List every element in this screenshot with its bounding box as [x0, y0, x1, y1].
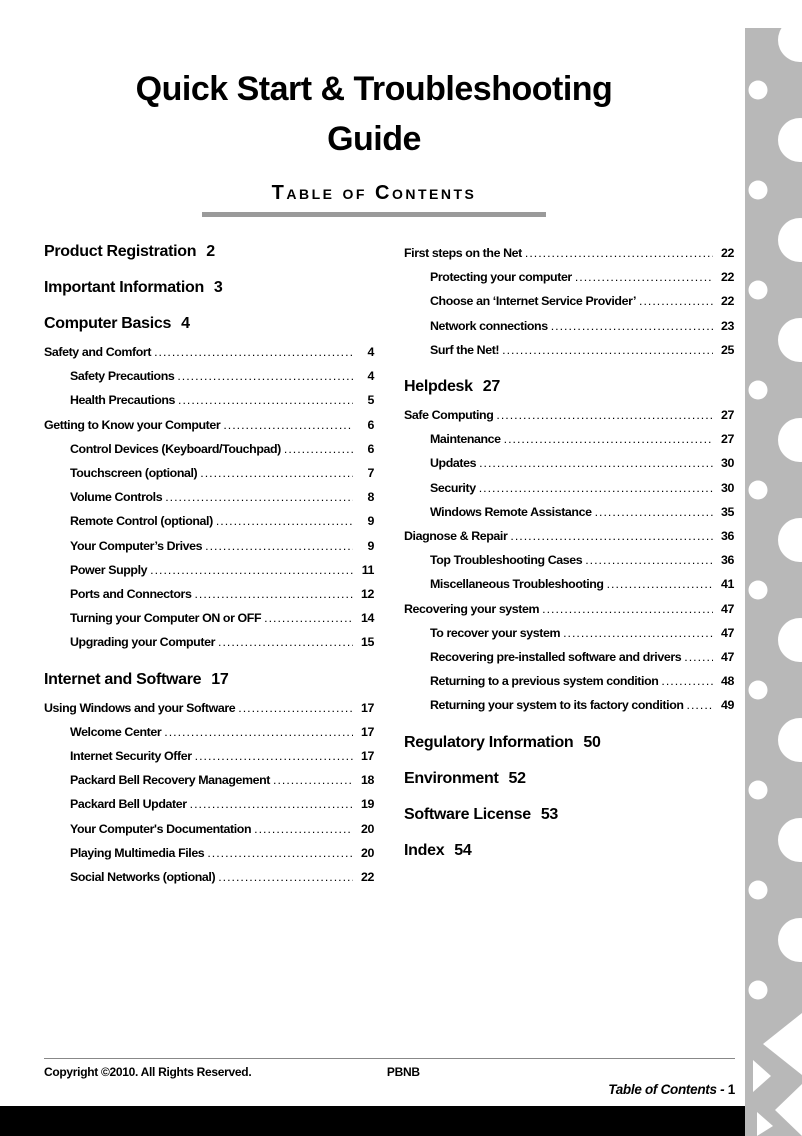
- toc-entry-label: Product Registration: [44, 243, 197, 260]
- toc-entry-label: Safety Precautions: [70, 369, 175, 384]
- toc-leader-dots: [575, 265, 713, 289]
- toc-entry: [404, 451, 734, 475]
- toc-page-number: 36: [721, 529, 734, 544]
- toc-page-number: 35: [721, 504, 734, 519]
- toc-entry: [404, 403, 734, 427]
- toc-heading-rule: [202, 212, 546, 217]
- toc-section-heading: [44, 313, 374, 335]
- toc-leader-dots: [687, 693, 713, 717]
- toc-page-number: 27: [721, 432, 734, 447]
- toc-entry-label: Maintenance: [430, 432, 501, 447]
- toc-entry-label: Touchscreen (optional): [70, 466, 198, 481]
- toc-entry: [404, 289, 734, 313]
- toc-leader-dots: [502, 338, 713, 362]
- toc-page-number: 27: [721, 408, 734, 423]
- toc-entry: [44, 534, 374, 558]
- bottom-black-bar: [0, 1106, 802, 1136]
- document-title-line1: Quick Start & Troubleshooting: [135, 70, 613, 108]
- footer-line: [44, 1058, 735, 1080]
- copyright-text: Copyright ©2010. All Rights Reserved.: [44, 1065, 252, 1079]
- toc-entry-label: Welcome Center: [70, 724, 162, 739]
- toc-entry: [404, 476, 734, 500]
- toc-leader-dots: [479, 476, 713, 500]
- toc-entry-label: Protecting your computer: [430, 270, 572, 285]
- toc-page-number: 8: [367, 490, 374, 505]
- toc-section-heading: [44, 241, 374, 263]
- toc-section-heading: [404, 768, 734, 790]
- toc-page-number: 9: [367, 538, 374, 553]
- toc-page-number: 48: [721, 674, 734, 689]
- toc-entry: [404, 524, 734, 548]
- document-title: [0, 64, 748, 164]
- toc-page-number: 17: [211, 670, 229, 688]
- toc-leader-dots: [150, 558, 353, 582]
- toc-page-number: 11: [361, 562, 374, 577]
- toc-entry: [404, 338, 734, 362]
- toc-entry-label: Internet Security Offer: [70, 749, 192, 764]
- toc-entry-label: Helpdesk: [404, 378, 473, 396]
- toc-entry-label: Your Computer’s Drives: [70, 538, 203, 553]
- toc-leader-dots: [178, 388, 353, 412]
- toc-entry-label: Regulatory Information: [404, 733, 574, 751]
- toc-entry-label: Important Information: [44, 279, 204, 296]
- toc-entry: [44, 509, 374, 533]
- toc-column-right: [404, 241, 734, 889]
- toc-entry-label: Security: [430, 480, 476, 495]
- toc-leader-dots: [496, 403, 713, 427]
- toc-section-heading: [404, 804, 734, 826]
- toc-page-number: 41: [721, 577, 734, 592]
- toc-page-number: 19: [361, 797, 374, 812]
- toc-entry-label: Safe Computing: [404, 408, 494, 423]
- toc-page-number: 18: [361, 773, 374, 788]
- toc-entry-label: Ports and Connectors: [70, 587, 192, 602]
- toc-entry: [44, 340, 374, 364]
- toc-leader-dots: [238, 696, 353, 720]
- toc-page-number: 49: [721, 698, 734, 713]
- toc-page-number: 30: [721, 480, 734, 495]
- toc-entry-label: Software License: [404, 805, 531, 823]
- toc-entry: [44, 413, 374, 437]
- toc-entry-label: Power Supply: [70, 562, 148, 577]
- toc-entry-label: Your Computer's Documentation: [70, 821, 252, 836]
- toc-page-number: 9: [367, 514, 374, 529]
- toc-entry-label: Choose an ‘Internet Service Provider’: [430, 294, 637, 309]
- toc-page-number: 22: [721, 294, 734, 309]
- toc-entry-label: Top Troubleshooting Cases: [430, 553, 583, 568]
- toc-page-number: 30: [721, 456, 734, 471]
- toc-page-number: 3: [213, 279, 223, 296]
- toc-entry-label: Playing Multimedia Files: [70, 845, 205, 860]
- page-footer: [44, 1058, 735, 1097]
- toc-entry: [44, 606, 374, 630]
- toc-leader-dots: [177, 364, 353, 388]
- toc-entry-label: Computer Basics: [44, 315, 172, 332]
- toc-page-number: 20: [361, 845, 374, 860]
- footer-page-indicator: [44, 1082, 735, 1097]
- toc-leader-dots: [510, 524, 713, 548]
- toc-entry-label: Returning your system to its factory condition: [430, 698, 684, 713]
- toc-leader-dots: [273, 768, 353, 792]
- toc-entry-label: Using Windows and your Software: [44, 700, 236, 715]
- footer-code: PBNB: [386, 1065, 420, 1079]
- toc-page-number: 23: [721, 318, 734, 333]
- toc-entry: [44, 817, 374, 841]
- polka-dots-graphic: [745, 28, 802, 1136]
- toc-entry: [404, 572, 734, 596]
- toc-page-number: 27: [482, 378, 500, 396]
- toc-page-number: 4: [367, 369, 374, 384]
- toc-entry-label: To recover your system: [430, 625, 561, 640]
- toc-entry: [404, 314, 734, 338]
- toc-entry: [44, 841, 374, 865]
- toc-page-number: 22: [361, 870, 374, 885]
- toc-entry: [44, 461, 374, 485]
- toc-section-heading: [404, 732, 734, 754]
- toc-entry-label: Internet and Software: [44, 670, 202, 688]
- toc-page-number: 53: [540, 805, 559, 823]
- toc-entry-label: Remote Control (optional): [70, 514, 213, 529]
- footer-page-number: 1: [727, 1082, 735, 1097]
- toc-entry-label: Packard Bell Updater: [70, 797, 187, 812]
- toc-leader-dots: [479, 451, 713, 475]
- toc-leader-dots: [165, 485, 353, 509]
- toc-entry-label: Safety and Comfort: [44, 345, 152, 359]
- toc-leader-dots: [200, 461, 353, 485]
- toc-page-number: 47: [721, 601, 734, 616]
- toc-entry: [44, 630, 374, 654]
- toc-entry-label: Control Devices (Keyboard/Touchpad): [70, 441, 281, 456]
- toc-page-number: 12: [361, 587, 374, 602]
- polka-dot-band: [745, 28, 802, 1136]
- toc-entry: [44, 865, 374, 889]
- toc-leader-dots: [684, 645, 713, 669]
- toc-leader-dots: [607, 572, 713, 596]
- toc-page-number: 17: [361, 724, 374, 739]
- toc-entry-label: First steps on the Net: [404, 246, 522, 260]
- toc-leader-dots: [525, 241, 713, 265]
- toc-page-number: 52: [508, 769, 526, 787]
- toc-entry: [404, 621, 734, 645]
- toc-section-heading: [404, 376, 734, 398]
- toc-page-number: 47: [721, 625, 734, 640]
- toc-entry-label: Getting to Know your Computer: [44, 417, 221, 432]
- toc-entry: [404, 500, 734, 524]
- toc-entry-label: Recovering your system: [404, 601, 540, 616]
- toc-entry-label: Volume Controls: [70, 490, 163, 505]
- toc-page-number: 17: [361, 700, 374, 715]
- toc-page-number: 7: [367, 466, 374, 481]
- document-title-line2: Guide: [327, 120, 421, 158]
- toc-leader-dots: [195, 744, 353, 768]
- toc-leader-dots: [595, 500, 713, 524]
- toc-entry: [44, 696, 374, 720]
- toc-entry: [404, 427, 734, 451]
- toc-section-heading: [44, 277, 374, 299]
- toc-leader-dots: [661, 669, 713, 693]
- toc-entry-label: Turning your Computer ON or OFF: [70, 611, 262, 626]
- toc-leader-dots: [154, 340, 353, 364]
- toc-page-number: 6: [367, 417, 374, 432]
- toc-entry-label: Windows Remote Assistance: [430, 504, 592, 519]
- toc-column-left: [44, 241, 374, 889]
- toc-leader-dots: [254, 817, 353, 841]
- toc-page-number: 4: [367, 345, 374, 359]
- toc-page-number: 36: [721, 553, 734, 568]
- toc-heading: Table of Contents: [271, 182, 477, 204]
- toc-page-number: 4: [181, 315, 190, 332]
- toc-entry: [44, 388, 374, 412]
- toc-page-number: 25: [721, 342, 734, 357]
- toc-page-number: 15: [361, 635, 374, 650]
- toc-entry: [44, 792, 374, 816]
- toc-entry: [404, 669, 734, 693]
- toc-section-heading: [44, 669, 374, 691]
- toc-entry: [44, 582, 374, 606]
- toc-entry-label: Upgrading your Computer: [70, 635, 215, 650]
- toc-entry-label: Social Networks (optional): [70, 870, 216, 885]
- toc-entry: [44, 437, 374, 461]
- toc-entry-label: Packard Bell Recovery Management: [70, 773, 271, 788]
- toc-entry: [404, 693, 734, 717]
- toc-entry-label: Returning to a previous system condition: [430, 674, 659, 689]
- toc-entry-label: Environment: [404, 769, 499, 787]
- toc-leader-dots: [504, 427, 713, 451]
- toc-page-number: 22: [721, 270, 734, 285]
- toc-page-number: 6: [367, 441, 374, 456]
- toc-leader-dots: [563, 621, 713, 645]
- toc-leader-dots: [284, 437, 353, 461]
- toc-columns: [0, 241, 748, 889]
- toc-leader-dots: [542, 597, 713, 621]
- toc-leader-dots: [551, 314, 713, 338]
- toc-entry: [44, 485, 374, 509]
- toc-page-number: 20: [361, 821, 374, 836]
- toc-entry: [44, 744, 374, 768]
- toc-entry-label: Updates: [430, 456, 477, 471]
- toc-leader-dots: [164, 720, 353, 744]
- toc-page-number: 50: [583, 733, 601, 751]
- toc-leader-dots: [264, 606, 353, 630]
- toc-entry: [404, 597, 734, 621]
- toc-page-number: 22: [721, 246, 734, 260]
- toc-entry-label: Network connections: [430, 318, 548, 333]
- footer-page-label: Table of Contents -: [608, 1082, 725, 1097]
- toc-leader-dots: [194, 582, 353, 606]
- toc-leader-dots: [218, 865, 353, 889]
- toc-page-number: 17: [361, 749, 374, 764]
- toc-entry-label: Health Precautions: [70, 393, 176, 408]
- toc-entry: [44, 720, 374, 744]
- toc-page-number: 5: [367, 393, 374, 408]
- toc-entry-label: Recovering pre-installed software and drivers: [430, 650, 682, 665]
- toc-page-number: 54: [454, 841, 472, 859]
- toc-entry: [44, 364, 374, 388]
- toc-leader-dots: [639, 289, 713, 313]
- toc-entry: [404, 548, 734, 572]
- toc-leader-dots: [190, 792, 353, 816]
- toc-entry: [44, 558, 374, 582]
- toc-entry: [44, 768, 374, 792]
- toc-entry-label: Surf the Net!: [430, 342, 500, 357]
- toc-section-heading: [404, 840, 734, 862]
- toc-leader-dots: [585, 548, 713, 572]
- toc-entry: [404, 265, 734, 289]
- toc-entry-label: Miscellaneous Troubleshooting: [430, 577, 604, 592]
- toc-leader-dots: [205, 534, 353, 558]
- toc-entry-label: Diagnose & Repair: [404, 529, 508, 544]
- toc-leader-dots: [216, 509, 353, 533]
- toc-leader-dots: [223, 413, 353, 437]
- toc-entry: [404, 645, 734, 669]
- toc-leader-dots: [207, 841, 353, 865]
- toc-leader-dots: [218, 630, 353, 654]
- toc-entry: [404, 241, 734, 265]
- toc-entry-label: Index: [404, 841, 445, 859]
- toc-page-number: 47: [721, 650, 734, 665]
- toc-page-number: 14: [361, 611, 374, 626]
- toc-page-number: 2: [206, 243, 215, 260]
